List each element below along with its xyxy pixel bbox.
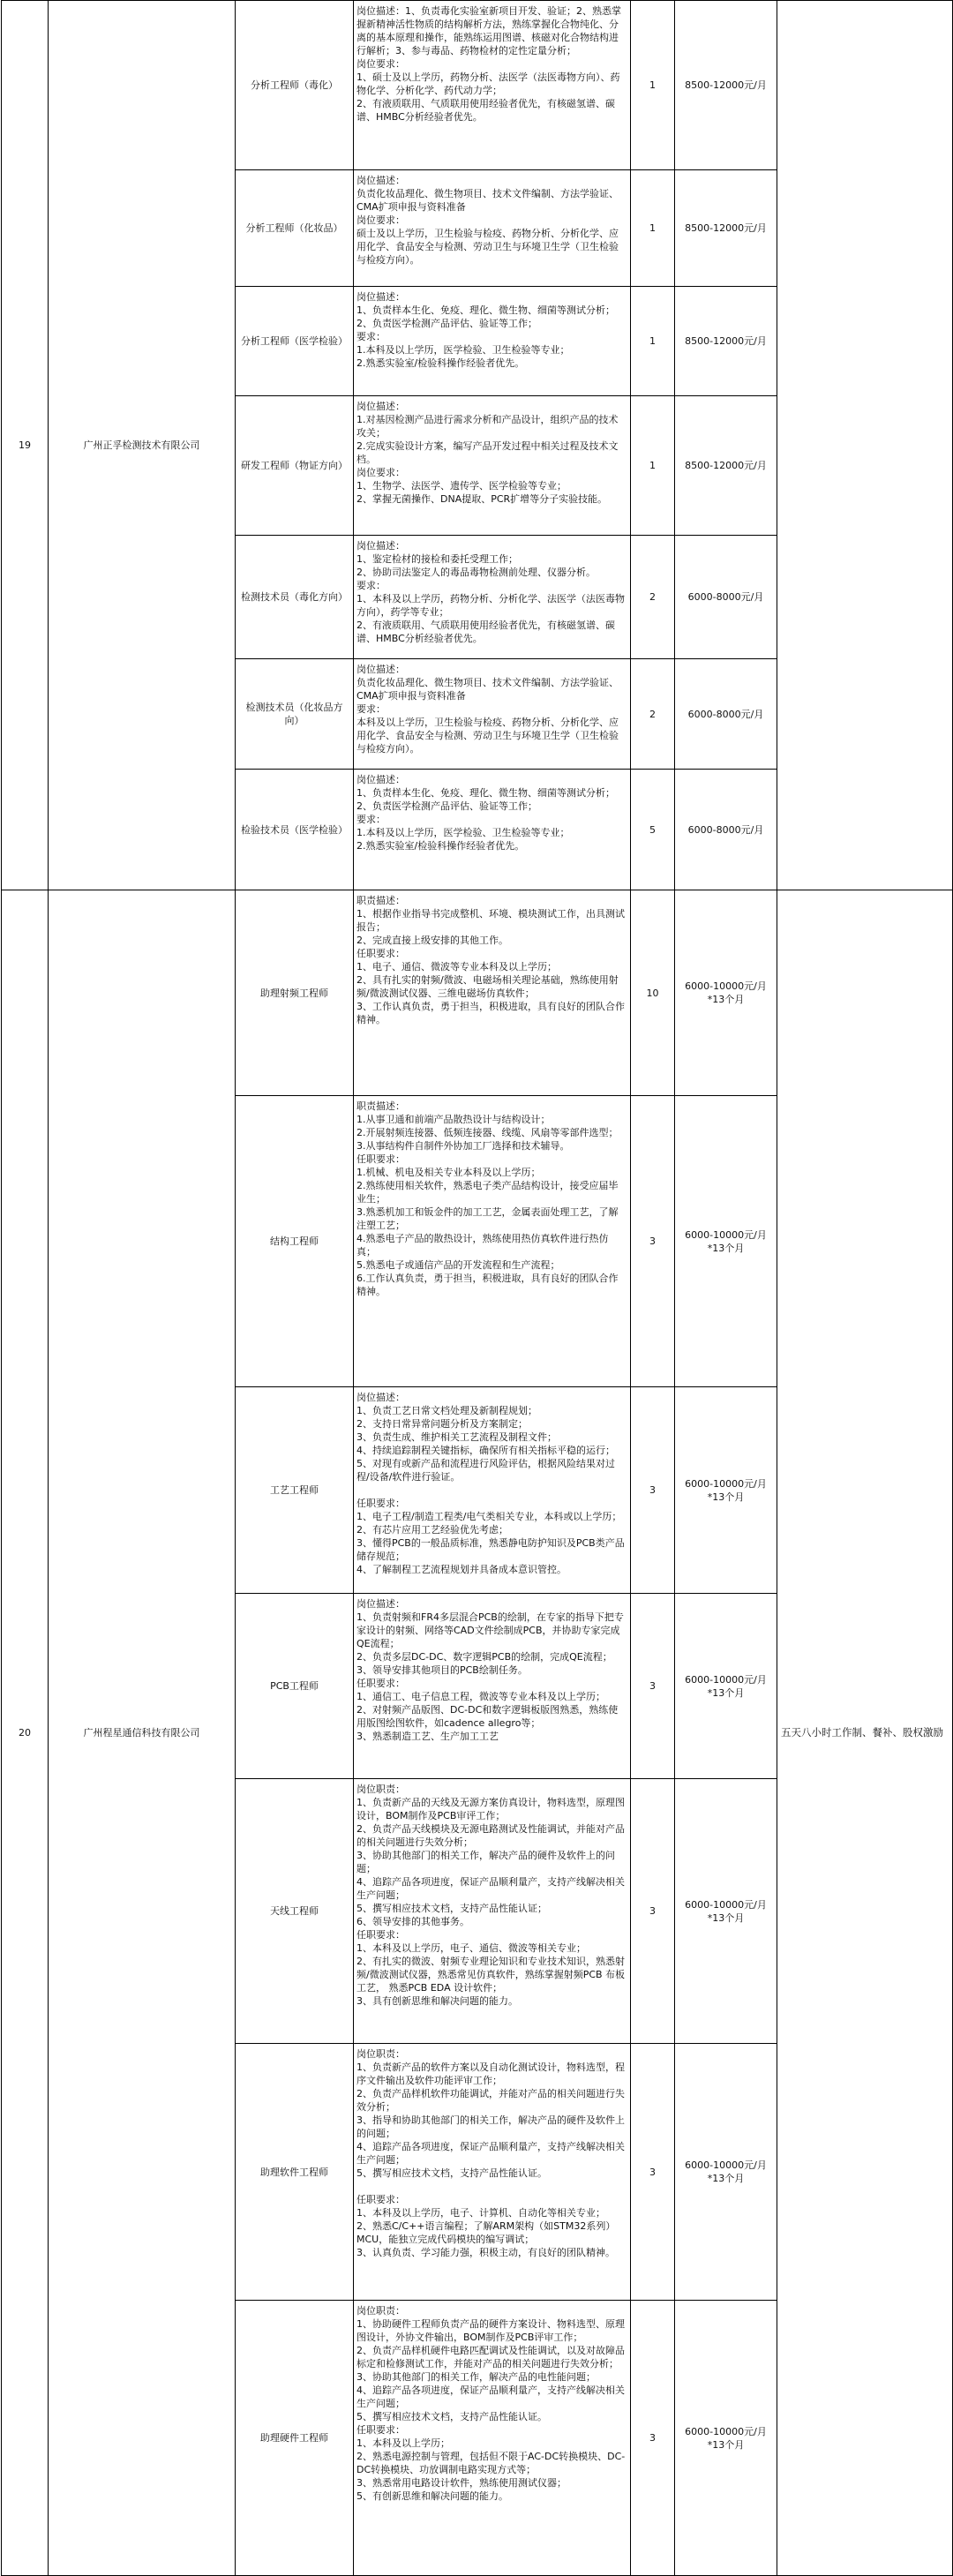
job-description: 岗位描述： 1、负责射频和FR4多层混合PCB的绘制，在专家的指导下把专家设计的射频、网络等CAD文件绘制成PCB，并协助专家完成QE流程； 2、负责多层DC-DC、数字逻辑PCB的绘制，完成QE流程； 3、领导安排其他项目的PCB绘制任务。 任职要求： 1、通信工、电子信息工程，微波等专业本科及以上学历； 2、对射频产品版图、DC-DC和数字逻辑板版图熟悉，熟练使用版图绘图软件，如cadence allegro等； 3、熟悉制造工艺、生产加工工艺 xyxy=(354,1594,631,1779)
job-salary: 6000-10000元/月 *13个月 xyxy=(675,1779,777,2044)
job-title: 助理射频工程师 xyxy=(236,890,354,1096)
job-title: 助理硬件工程师 xyxy=(236,2301,354,2576)
job-headcount: 3 xyxy=(631,1779,675,2044)
job-salary: 6000-10000元/月 *13个月 xyxy=(675,1387,777,1594)
job-description: 岗位描述： 1、负责样本生化、免疫、理化、微生物、细菌等测试分析； 2、负责医学检测产品评估、验证等工作； 要求： 1.本科及以上学历，医学检验、卫生检验等专业； 2.熟悉实验室/检验科操作经验者优先。 xyxy=(354,770,631,890)
job-description: 岗位描述： 1、负责样本生化、免疫、理化、微生物、细菌等测试分析； 2、负责医学检测产品评估、验证等工作； 要求： 1.本科及以上学历，医学检验、卫生检验等专业； 2.熟悉实验室/检验科操作经验者优先。 xyxy=(354,287,631,396)
job-salary: 8500-12000元/月 xyxy=(675,396,777,536)
job-title: PCB工程师 xyxy=(236,1594,354,1779)
job-salary: 6000-10000元/月 *13个月 xyxy=(675,2044,777,2301)
job-title: 研发工程师（物证方向） xyxy=(236,396,354,536)
job-headcount: 1 xyxy=(631,170,675,287)
job-headcount: 3 xyxy=(631,1387,675,1594)
job-headcount: 3 xyxy=(631,1594,675,1779)
company-number: 20 xyxy=(2,890,49,2576)
job-salary: 6000-8000元/月 xyxy=(675,536,777,659)
job-title: 检测技术员（毒化方向） xyxy=(236,536,354,659)
company-number: 19 xyxy=(2,1,49,890)
job-headcount: 3 xyxy=(631,2301,675,2576)
job-headcount: 2 xyxy=(631,536,675,659)
job-salary: 8500-12000元/月 xyxy=(675,170,777,287)
job-headcount: 5 xyxy=(631,770,675,890)
job-headcount: 10 xyxy=(631,890,675,1096)
job-description: 职责描述： 1.从事卫通和前端产品散热设计与结构设计； 2.开展射频连接器、低频连接器、线缆、风扇等零部件选型； 3.从事结构件自制件外协加工厂选择和技术辅导。 任职要求： 1.机械、机电及相关专业本科及以上学历； 2.熟练使用相关软件，熟悉电子类产品结构设计，接受应届毕业生； 3.熟悉机加工和钣金件的加工工艺，金属表面处理工艺，了解注塑工艺； 4.熟悉电子产品的散热设计，熟练使用热仿真软件进行热仿真； 5.熟悉电子或通信产品的开发流程和生产流程； 6.工作认真负责，勇于担当，积极进取，具有良好的团队合作精神。 xyxy=(354,1096,631,1387)
job-salary: 6000-10000元/月 *13个月 xyxy=(675,890,777,1096)
job-salary: 6000-10000元/月 *13个月 xyxy=(675,1594,777,1779)
job-headcount: 1 xyxy=(631,287,675,396)
job-description: 岗位描述： 负责化妆品理化、微生物项目、技术文件编制、方法学验证、CMA扩项申报与资料准备 要求： 本科及以上学历，卫生检验与检疫、药物分析、分析化学、应用化学、食品安全与检测、劳动卫生与环境卫生学（卫生检验与检疫方向）。 xyxy=(354,659,631,770)
company-benefits xyxy=(777,1,953,890)
job-description: 岗位职责： 1、负责新产品的天线及无源方案仿真设计，物料选型，原理图设计，BOM制作及PCB审评工作； 2、负责产品天线模块及无源电路测试及性能调试，并能对产品的相关问题进行失效分析； 3、协助其他部门的相关工作，解决产品的硬件及软件上的问题； 4、追踪产品各项进度，保证产品顺利量产，支持产线解决相关生产问题； 5、撰写相应技术文档，支持产品性能认证； 6、领导安排的其他事务。 任职要求： 1、本科及以上学历，电子、通信、微波等相关专业； 2、有扎实的微波、射频专业理论知识和专业技术知识，熟悉射频/微波测试仪器，熟悉常见仿真软件，熟练掌握射频PCB 布板工艺， 熟悉PCB EDA 设计软件； 3、具有创新思维和解决问题的能力。 xyxy=(354,1779,631,2044)
job-headcount: 3 xyxy=(631,1096,675,1387)
job-headcount: 3 xyxy=(631,2044,675,2301)
job-description: 职责描述： 1、根据作业指导书完成整机、环境、模块测试工作，出具测试报告； 2、完成直接上级安排的其他工作。 任职要求： 1、电子、通信、微波等专业本科及以上学历； 2、具有扎实的射频/微波、电磁场相关理论基础，熟练使用射频/微波测试仪器、三维电磁场仿真软件； 3、工作认真负责，勇于担当，积极进取，具有良好的团队合作精神。 xyxy=(354,890,631,1096)
job-description: 岗位职责： 1、负责新产品的软件方案以及自动化测试设计，物料选型，程序文件输出及软件功能评审工作； 2、负责产品样机软件功能调试，并能对产品的相关问题进行失效分析； 3、指导和协助其他部门的相关工作，解决产品的硬件及软件上的问题； 4、追踪产品各项进度，保证产品顺利量产，支持产线解决相关生产问题； 5、撰写相应技术文档，支持产品性能认证。 任职要求： 1、本科及以上学历，电子、计算机、自动化等相关专业； 2、熟悉C/C++语言编程；了解ARM架构（如STM32系列）MCU，能独立完成代码模块的编写调试； 3、认真负责、学习能力强，积极主动，有良好的团队精神。 xyxy=(354,2044,631,2301)
job-description: 岗位描述： 1、负责工艺日常文档处理及新制程规划； 2、支持日常异常问题分析及方案制定； 3、负责生成、维护相关工艺流程及制程文件； 4、持续追踪制程关键指标，确保所有相关指标平稳的运行； 5、对现有或新产品和流程进行风险评估，根据风险结果对过程/设备/软件进行验证。 任职要求： 1、电子工程/制造工程类/电气类相关专业，本科或以上学历； 2、有芯片应用工艺经验优先考虑； 3、懂得PCB的一般品质标准，熟悉静电防护知识及PCB类产品储存规范； 4、了解制程工艺流程规划并具备成本意识管控。 xyxy=(354,1387,631,1594)
company-benefits: 五天八小时工作制、餐补、股权激励 xyxy=(777,890,953,2576)
job-salary: 8500-12000元/月 xyxy=(675,287,777,396)
job-headcount: 1 xyxy=(631,396,675,536)
job-description: 岗位职责： 1、协助硬件工程师负责产品的硬件方案设计、物料选型、原理图设计，外协文件输出，BOM制作及PCB评审工作； 2、负责产品样机硬件电路匹配调试及性能调试，以及对故障品标定和检修测试工作，并能对产品的相关问题进行失效分析； 3、协助其他部门的相关工作，解决产品的电性能问题； 4、追踪产品各项进度，保证产品顺利量产，支持产线解决相关生产问题； 5、撰写相应技术文档，支持产品性能认证。 任职要求： 1、本科及以上学历； 2、熟悉电源控制与管理，包括但不限于AC-DC转换模块、DC-DC转换模块、功放调制电路实现方式等； 3、熟悉常用电路设计软件，熟练使用测试仪器； 5、有创新思维和解决问题的能力。 xyxy=(354,2301,631,2576)
job-title: 分析工程师（毒化） xyxy=(236,1,354,170)
job-title: 结构工程师 xyxy=(236,1096,354,1387)
company-name: 广州程星通信科技有限公司 xyxy=(49,890,236,2576)
job-title: 检测技术员（化妆品方向） xyxy=(236,659,354,770)
job-description: 岗位描述：1、负责毒化实验室新项目开发、验证；2、熟悉掌握新精神活性物质的结构解析方法，熟练掌握化合物纯化、分离的基本原理和操作，能熟练运用图谱、核磁对化合物结构进行解析；3、参与毒品、药物检材的定性定量分析； 岗位要求： 1、硕士及以上学历，药物分析、法医学（法医毒物方向）、药物化学、分析化学、药代动力学； 2、有液质联用、气质联用使用经验者优先，有核磁氢谱、碳谱、HMBC分析经验者优先。 xyxy=(354,1,631,170)
job-title: 分析工程师（化妆品） xyxy=(236,170,354,287)
job-salary: 6000-8000元/月 xyxy=(675,659,777,770)
job-title: 天线工程师 xyxy=(236,1779,354,2044)
job-salary: 6000-8000元/月 xyxy=(675,770,777,890)
job-title: 工艺工程师 xyxy=(236,1387,354,1594)
job-headcount: 2 xyxy=(631,659,675,770)
job-headcount: 1 xyxy=(631,1,675,170)
job-salary: 8500-12000元/月 xyxy=(675,1,777,170)
job-description: 岗位描述： 1、鉴定检材的接检和委托受理工作； 2、协助司法鉴定人的毒品毒物检测前处理、仪器分析。 要求： 1、本科及以上学历，药物分析、分析化学、法医学（法医毒物方向），药学等专业； 2、有液质联用、气质联用使用经验者优先，有核磁氢谱、碳谱、HMBC分析经验者优先。 xyxy=(354,536,631,659)
job-description: 岗位描述： 1.对基因检测产品进行需求分析和产品设计，组织产品的技术攻关； 2.完成实验设计方案，编写产品开发过程中相关过程及技术文档。 岗位要求： 1、生物学、法医学、遗传学、医学检验等专业； 2、掌握无菌操作、DNA提取、PCR扩增等分子实验技能。 xyxy=(354,396,631,536)
job-title: 分析工程师（医学检验） xyxy=(236,287,354,396)
job-title: 助理软件工程师 xyxy=(236,2044,354,2301)
job-description: 岗位描述： 负责化妆品理化、微生物项目、技术文件编制、方法学验证、CMA扩项申报与资料准备 岗位要求： 硕士及以上学历，卫生检验与检疫、药物分析、分析化学、应用化学、食品安全与检测、劳动卫生与环境卫生学（卫生检验与检疫方向）。 xyxy=(354,170,631,287)
job-listing-table xyxy=(1,0,953,2576)
job-title: 检验技术员（医学检验） xyxy=(236,770,354,890)
company-name: 广州正孚检测技术有限公司 xyxy=(49,1,236,890)
table-row xyxy=(2,890,953,1096)
table-row xyxy=(2,1,953,170)
job-salary: 6000-10000元/月 *13个月 xyxy=(675,1096,777,1387)
job-salary: 6000-10000元/月 *13个月 xyxy=(675,2301,777,2576)
